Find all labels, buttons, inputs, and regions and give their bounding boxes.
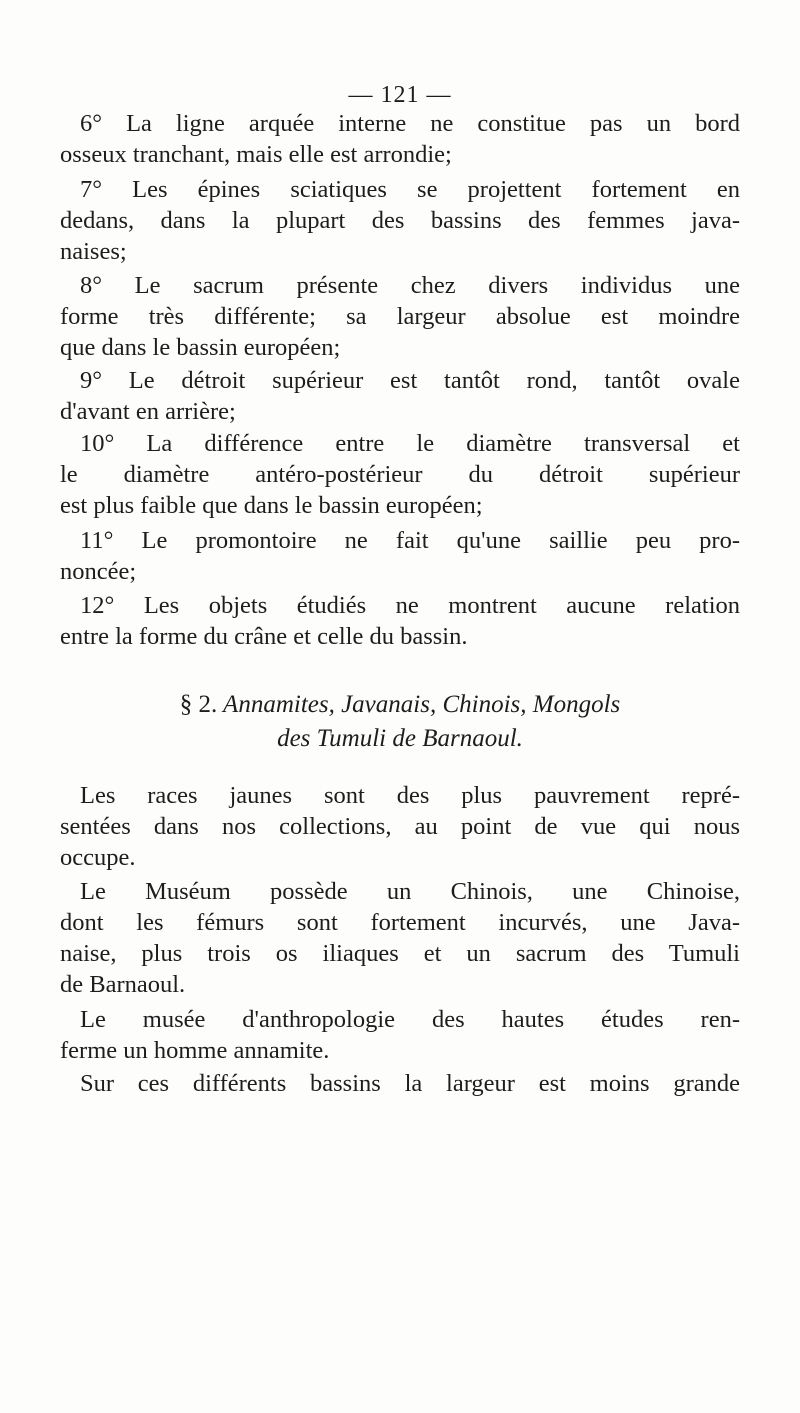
- text-line: dedans, dans la plupart des bassins des femmes java-: [60, 207, 740, 234]
- section-subtitle: des Tumuli de Barnaoul.: [277, 725, 523, 752]
- text-line: dont les fémurs sont fortement incurvés, une Java-: [60, 909, 740, 936]
- text-line: 10° La différence entre le diamètre transversal et: [80, 430, 740, 457]
- list-item-9: [60, 365, 740, 427]
- text-line: noncée;: [60, 558, 137, 585]
- section-heading: [60, 688, 740, 756]
- section-heading-line-1: [60, 688, 740, 722]
- list-item-11: [60, 525, 740, 587]
- text-line: sentées dans nos collections, au point de vue qui nous: [60, 813, 740, 840]
- text-line: Le musée d'anthropologie des hautes études ren-: [80, 1006, 740, 1033]
- paragraph-2: [60, 876, 740, 1000]
- paragraph-4: [60, 1068, 740, 1099]
- text-line: 7° Les épines sciatiques se projettent fortement en: [80, 176, 740, 203]
- text-line: 12° Les objets étudiés ne montrent aucune relation: [80, 592, 740, 619]
- text-line: entre la forme du crâne et celle du bassin.: [60, 623, 468, 650]
- list-item-6: [60, 108, 740, 170]
- text-line: Le Muséum possède un Chinois, une Chinoise,: [80, 878, 740, 905]
- text-line: de Barnaoul.: [60, 971, 186, 998]
- text-line: d'avant en arrière;: [60, 398, 236, 425]
- text-line: occupe.: [60, 844, 136, 871]
- text-line: 6° La ligne arquée interne ne constitue pas un bord: [80, 110, 740, 137]
- text-line: 8° Le sacrum présente chez divers individus une: [80, 272, 740, 299]
- text-line: osseux tranchant, mais elle est arrondie;: [60, 141, 452, 168]
- text-line: ferme un homme annamite.: [60, 1037, 330, 1064]
- text-line: le diamètre antéro-postérieur du détroit supérieur: [60, 461, 740, 488]
- text-line: naises;: [60, 238, 127, 265]
- text-line: est plus faible que dans le bassin européen;: [60, 492, 483, 519]
- text-line: Sur ces différents bassins la largeur est moins grande: [80, 1070, 740, 1097]
- text-line: forme très différente; sa largeur absolue est moindre: [60, 303, 740, 330]
- section-title: Annamites, Javanais, Chinois, Mongols: [223, 691, 621, 718]
- list-item-12: [60, 590, 740, 652]
- page-number: — 121 —: [348, 82, 452, 108]
- list-item-10: [60, 428, 740, 521]
- text-line: que dans le bassin européen;: [60, 334, 341, 361]
- text-line: 9° Le détroit supérieur est tantôt rond, tantôt ovale: [80, 367, 740, 394]
- section-symbol: § 2.: [179, 691, 218, 718]
- text-line: 11° Le promontoire ne fait qu'une saillie peu pro-: [80, 527, 740, 554]
- text-line: naise, plus trois os iliaques et un sacrum des Tumuli: [60, 940, 740, 967]
- list-item-7: [60, 174, 740, 267]
- list-item-8: [60, 270, 740, 363]
- paragraph-3: [60, 1004, 740, 1066]
- paragraph-1: [60, 780, 740, 873]
- text-line: Les races jaunes sont des plus pauvrement repré-: [80, 782, 740, 809]
